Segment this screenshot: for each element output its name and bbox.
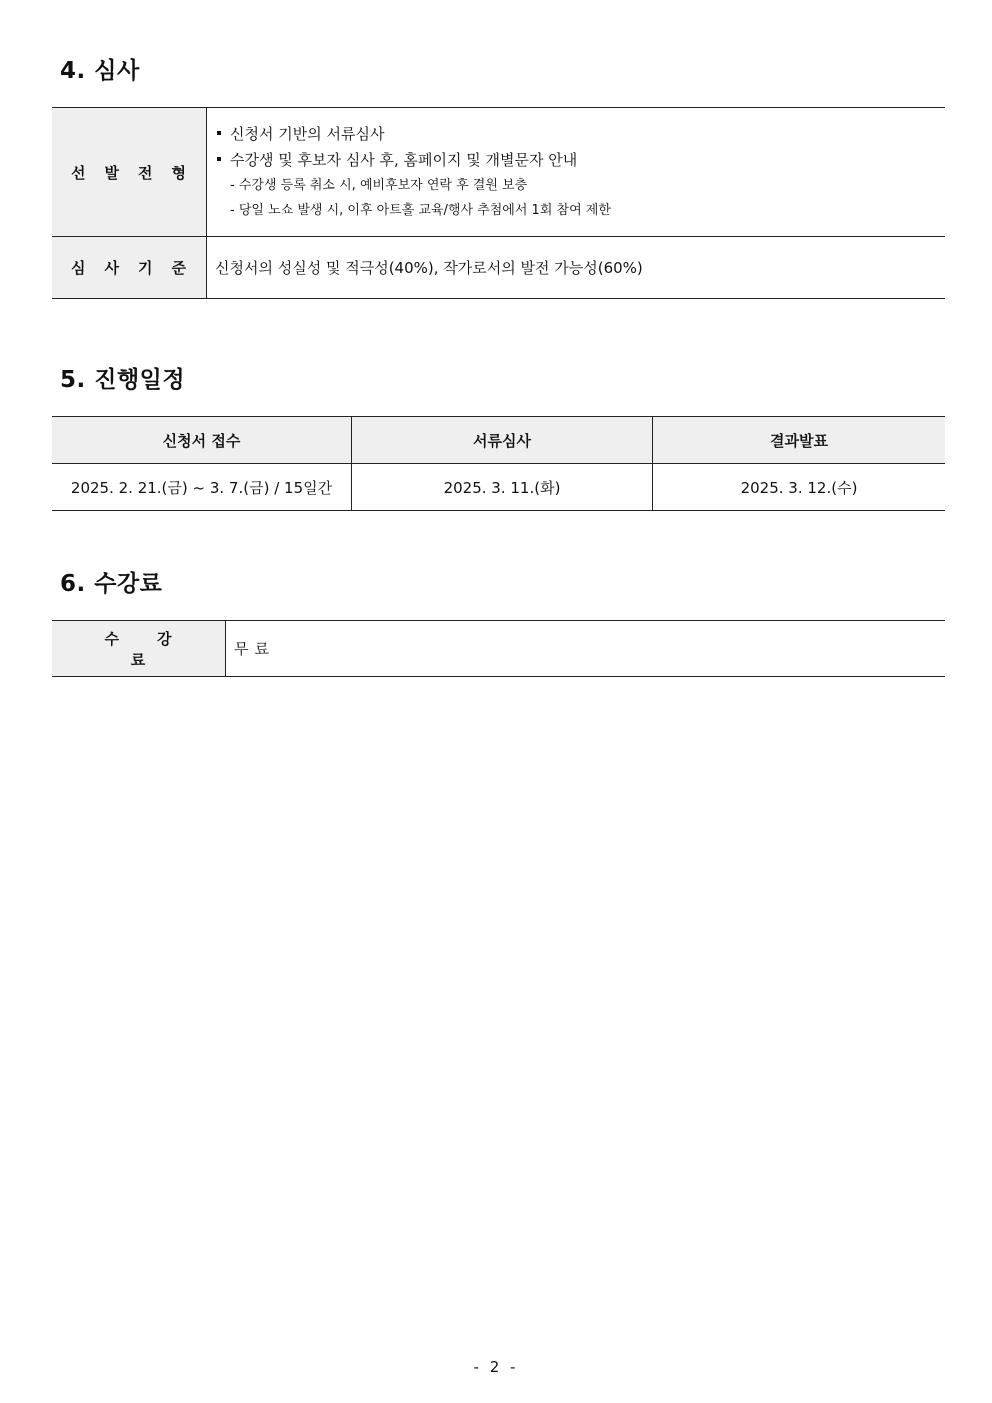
- row-value-selection: [207, 108, 946, 237]
- schedule-table: [52, 416, 945, 511]
- square-bullet-icon: [217, 131, 221, 135]
- value-screening: 2025. 3. 11.(화): [352, 464, 653, 511]
- table-row: [52, 108, 945, 237]
- header-screening: 서류심사: [352, 417, 653, 464]
- row-label-selection: 선발전형: [52, 108, 207, 237]
- review-table: [52, 107, 945, 299]
- row-value-criteria: 신청서의 성실성 및 적극성(40%), 작가로서의 발전 가능성(60%): [207, 237, 946, 299]
- sub-list: [215, 173, 937, 223]
- section-title-fee: 6. 수강료: [60, 571, 163, 597]
- section-schedule: [52, 361, 945, 511]
- list-item: 수강생 및 후보자 심사 후, 홈페이지 및 개별문자 안내: [215, 147, 937, 173]
- fee-table: [52, 620, 945, 677]
- table-row: [52, 464, 945, 511]
- section-title-schedule: 5. 진행일정: [60, 367, 186, 393]
- bullet-list: [215, 121, 937, 173]
- section-review: [52, 52, 945, 299]
- table-row: [52, 621, 945, 677]
- section-title-review: 4. 심사: [60, 58, 140, 84]
- value-announcement: 2025. 3. 12.(수): [653, 464, 946, 511]
- value-application: 2025. 2. 21.(금) ~ 3. 7.(금) / 15일간: [52, 464, 352, 511]
- section-fee: [52, 565, 945, 677]
- table-row: [52, 237, 945, 299]
- row-label-fee: 수강료: [52, 621, 226, 677]
- page-number: - 2 -: [473, 1358, 519, 1376]
- square-bullet-icon: [217, 157, 221, 161]
- list-item: 신청서 기반의 서류심사: [215, 121, 937, 147]
- header-application: 신청서 접수: [52, 417, 352, 464]
- row-label-criteria: 심사기준: [52, 237, 207, 299]
- list-item: - 당일 노쇼 발생 시, 이후 아트홀 교육/행사 추첨에서 1회 참여 제한: [230, 203, 611, 218]
- header-announcement: 결과발표: [653, 417, 946, 464]
- row-value-fee: 무료: [226, 621, 946, 677]
- table-header-row: [52, 417, 945, 464]
- list-item: - 수강생 등록 취소 시, 예비후보자 연락 후 결원 보충: [230, 178, 528, 193]
